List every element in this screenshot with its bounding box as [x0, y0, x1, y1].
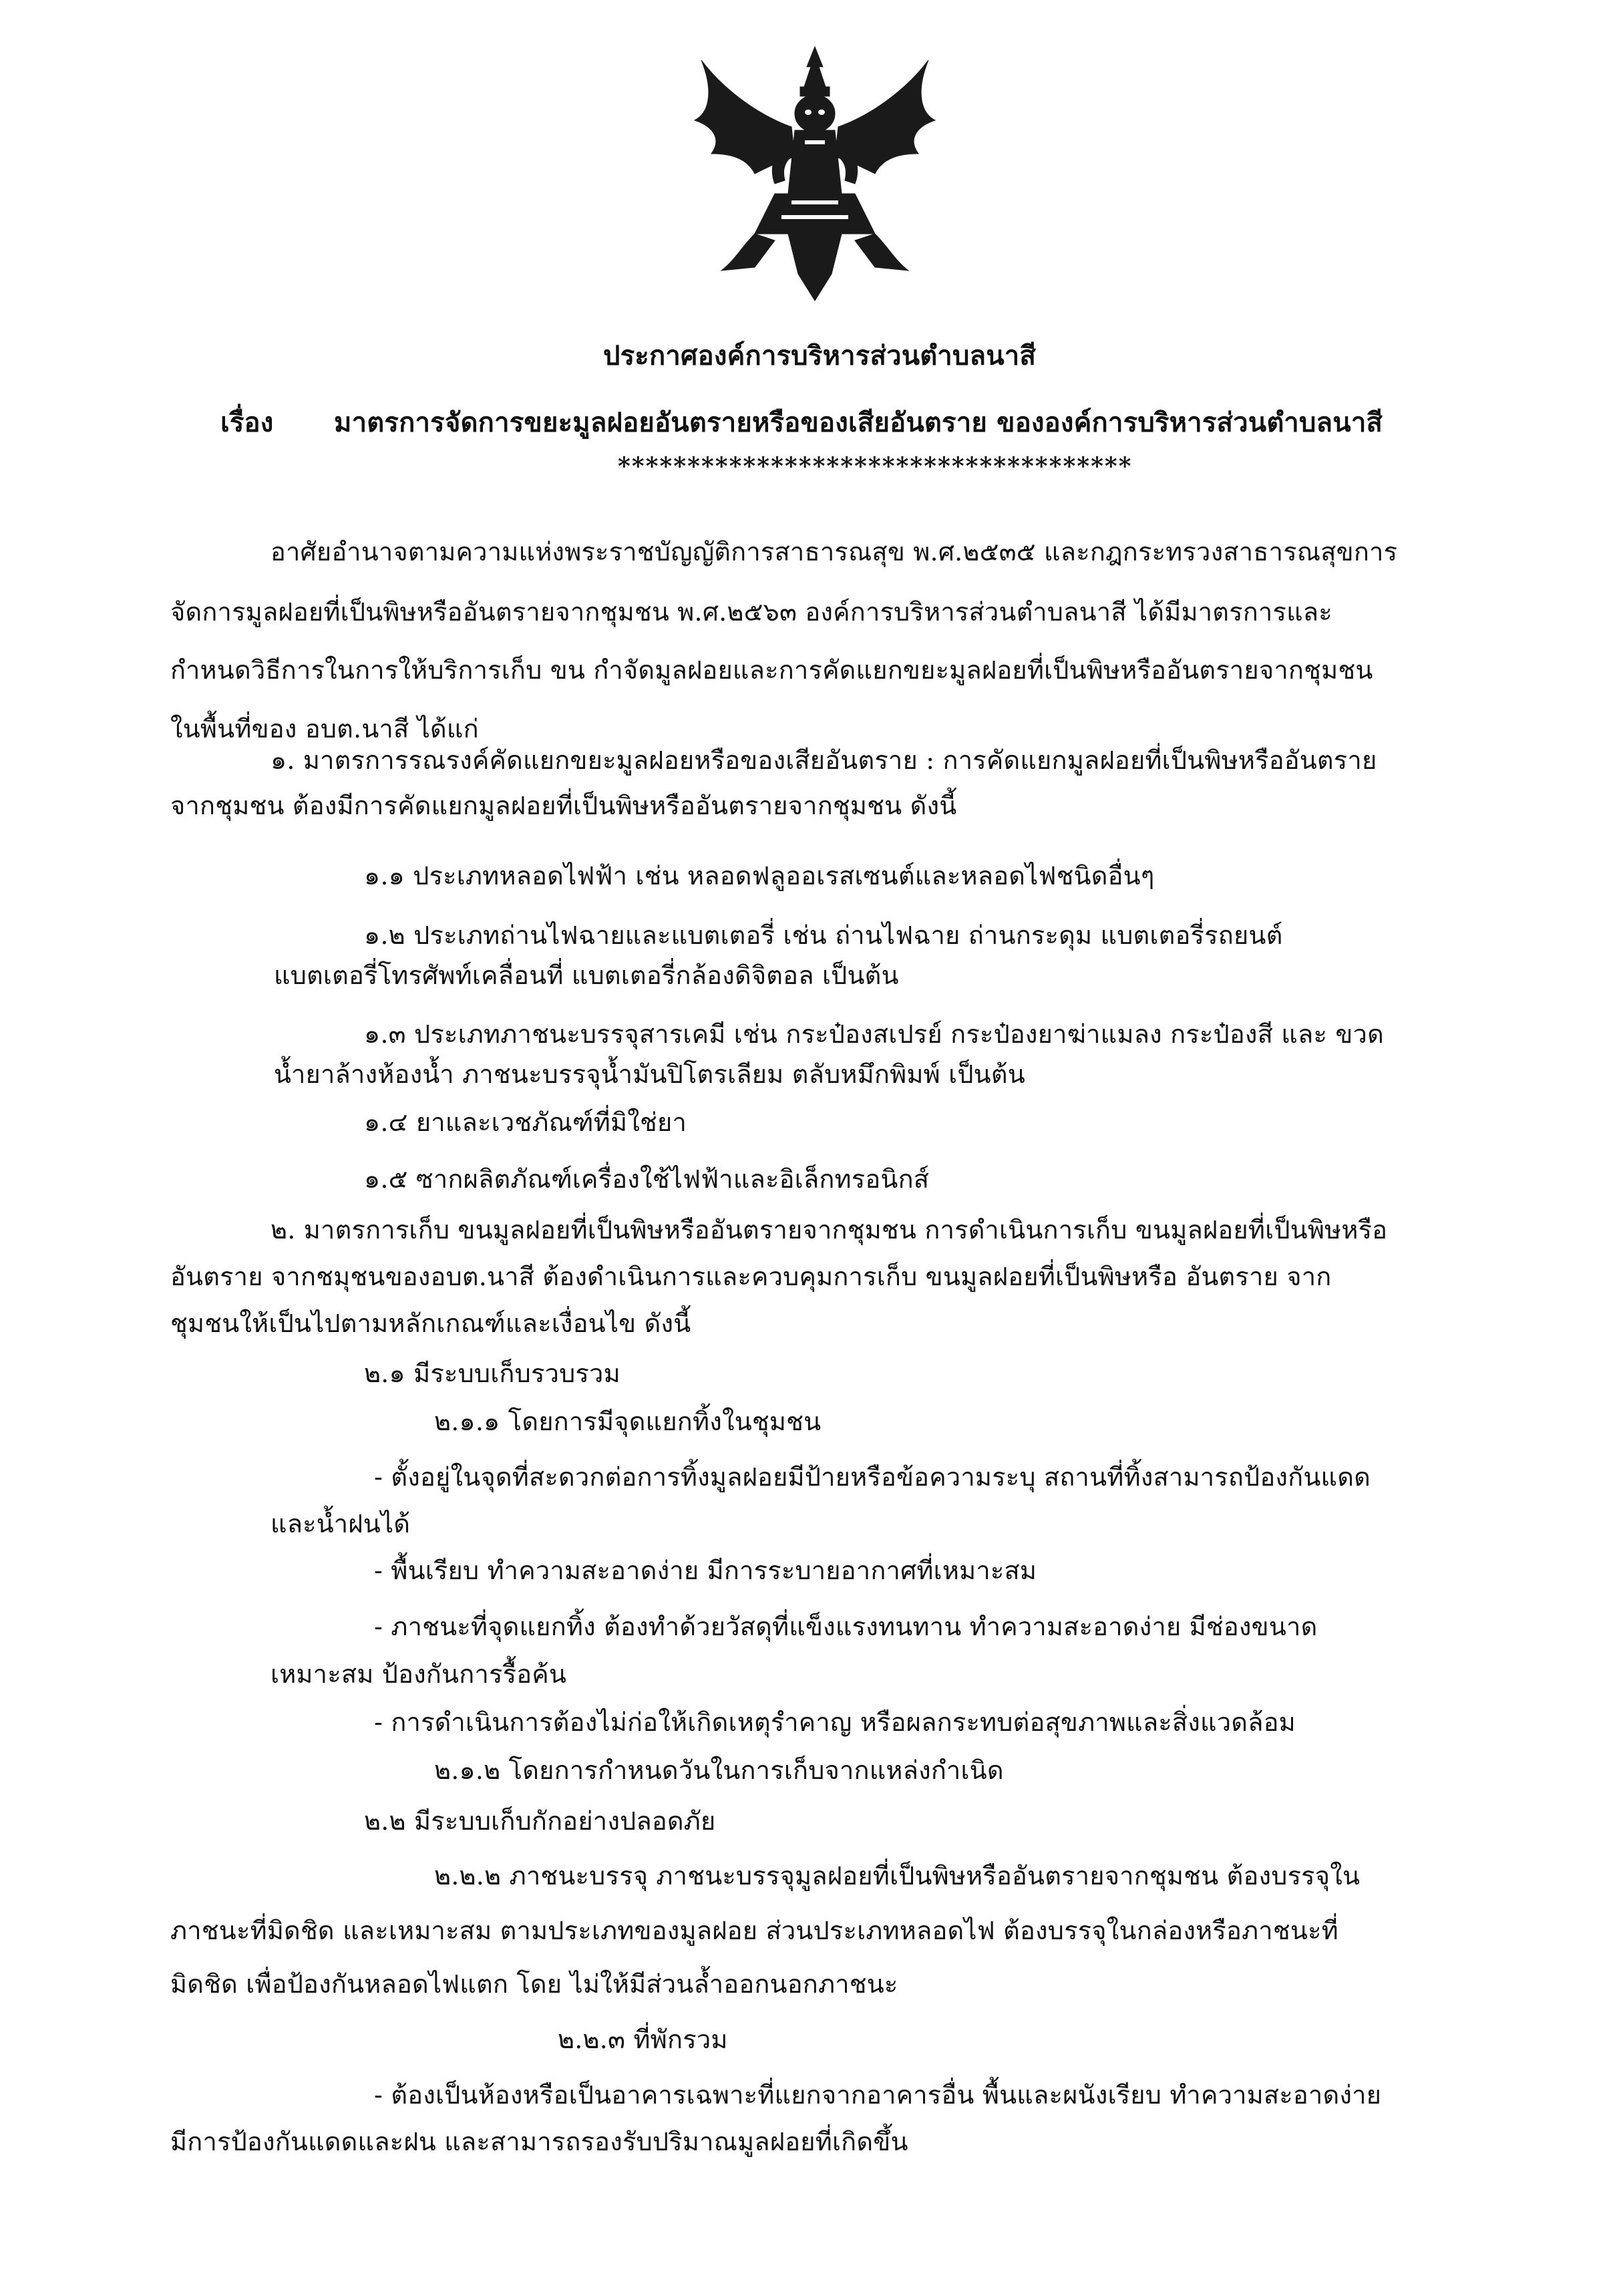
list-item: ๑.๕ ซากผลิตภัณฑ์เครื่องใช้ไฟฟ้าและอิเล็กทรอนิกส์: [364, 1164, 930, 1194]
bullet-item: - ต้องเป็นห้องหรือเป็นอาคารเฉพาะที่แยกจากอาคารอื่น พื้นและผนังเรียบ ทำความสะอาดง่าย: [374, 2080, 1382, 2110]
list-item-continued: น้ำยาล้างห้องน้ำ ภาชนะบรรจุน้ำมันปิโตรเลียม ตลับหมึกพิมพ์ เป็นต้น: [274, 1059, 1025, 1089]
list-item: ๑.๔ ยาและเวชภัณฑ์ที่มิใช่ยา: [364, 1108, 687, 1137]
bullet-item-continued: มีการป้องกันแดดและฝน และสามารถรองรับปริมาณมูลฝอยที่เกิดขึ้น: [170, 2127, 908, 2156]
bullet-item: - ตั้งอยู่ในจุดที่สะดวกต่อการทิ้งมูลฝอยมีป้ายหรือข้อความระบุ สถานที่ทิ้งสามารถป้องกันแดด: [374, 1462, 1371, 1492]
subsection-heading: ๒.๒.๓ ที่พักรวม: [558, 2025, 728, 2054]
section2-text: อันตราย จากชมุชนของอบต.นาสี ต้องดำเนินการและควบคุมการเก็บ ขนมูลฝอยที่เป็นพิษหรือ อันตราย จาก: [170, 1262, 1332, 1291]
intro-line: จัดการมูลฝอยที่เป็นพิษหรืออันตรายจากชุมชน พ.ศ.๒๕๖๓ องค์การบริหารส่วนตำบลนาสี ได้มีมาตรการและ: [170, 597, 1332, 627]
intro-line: อาศัยอำนาจตามความแห่งพระราชบัญญัติการสาธารณสุข พ.ศ.๒๕๓๕ และกฎกระทรวงสาธารณสุขการ: [271, 537, 1398, 566]
subsection-heading: ๒.๒.๒ ภาชนะบรรจุ ภาชนะบรรจุมูลฝอยที่เป็นพิษหรืออันตรายจากชุมชน ต้องบรรจุใน: [434, 1861, 1361, 1891]
subject-text: มาตรการจัดการขยะมูลฝอยอันตรายหรือของเสียอันตราย ขององค์การบริหารส่วนตำบลนาสี: [334, 407, 1383, 438]
intro-line: ในพื้นที่ของ อบต.นาสี ได้แก่: [170, 714, 479, 744]
section1-text: จากชุมชน ต้องมีการคัดแยกมูลฝอยที่เป็นพิษหรืออันตรายจากชุมชน ดังนี้: [170, 791, 957, 820]
page-title: ประกาศองค์การบริหารส่วนตำบลนาสี: [603, 340, 1037, 371]
bullet-item: - พื้นเรียบ ทำความสะอาดง่าย มีการระบายอากาศที่เหมาะสม: [374, 1556, 1037, 1585]
bullet-item: - ภาชนะที่จุดแยกทิ้ง ต้องทำด้วยวัสดุที่แข็งแรงทนทาน ทำความสะอาดง่าย มีช่องขนาด: [374, 1612, 1318, 1641]
subsection-heading: ๒.๒ มีระบบเก็บกักอย่างปลอดภัย: [364, 1806, 716, 1836]
separator-line: *************************************: [618, 452, 1133, 480]
bullet-item-continued: และน้ำฝนได้: [271, 1509, 411, 1538]
section1-heading: ๑. มาตรการรณรงค์คัดแยกขยะมูลฝอยหรือของเสียอันตราย : การคัดแยกมูลฝอยที่เป็นพิษหรืออันตราย: [271, 746, 1377, 775]
subsection-text: มิดชิด เพื่อป้องกันหลอดไฟแตก โดย ไม่ให้มีส่วนล้ำออกนอกภาชนะ: [170, 1969, 898, 1999]
intro-line: กำหนดวิธีการในการให้บริการเก็บ ขน กำจัดมูลฝอยและการคัดแยกขยะมูลฝอยที่เป็นพิษหรืออันตรายจากชุมชน: [170, 655, 1373, 685]
list-item: ๑.๑ ประเภทหลอดไฟฟ้า เช่น หลอดฟลูออเรสเซนต์และหลอดไฟชนิดอื่นๆ: [364, 861, 1155, 890]
bullet-item: - การดำเนินการต้องไม่ก่อให้เกิดเหตุรำคาญ หรือผลกระทบต่อสุขภาพและสิ่งแวดล้อม: [374, 1707, 1296, 1737]
list-item: ๑.๓ ประเภทภาชนะบรรจุสารเคมี เช่น กระป๋องสเปรย์ กระป๋องยาฆ่าแมลง กระป๋องสี และ ขวด: [364, 1019, 1384, 1049]
list-item-continued: แบตเตอรี่โทรศัพท์เคลื่อนที่ แบตเตอรี่กล้องดิจิตอล เป็นต้น: [274, 961, 899, 990]
subsection-text: ภาชนะที่มิดชิด และเหมาะสม ตามประเภทของมูลฝอย ส่วนประเภทหลอดไฟ ต้องบรรจุในกล่องหรือภาชนะที่: [170, 1916, 1338, 1945]
garuda-emblem-icon: [675, 40, 955, 307]
subject-label: เรื่อง: [220, 407, 274, 438]
list-item: ๑.๒ ประเภทถ่านไฟฉายและแบตเตอรี่ เช่น ถ่านไฟฉาย ถ่านกระดุม แบตเตอรี่รถยนต์: [364, 921, 1283, 950]
subsection-heading: ๒.๑ มีระบบเก็บรวบรวม: [364, 1359, 620, 1388]
subsection-heading: ๒.๑.๒ โดยการกำหนดวันในการเก็บจากแหล่งกำเนิด: [434, 1756, 1004, 1785]
bullet-item-continued: เหมาะสม ป้องกันการรื้อค้น: [271, 1659, 567, 1689]
section2-text: ชุมชนให้เป็นไปตามหลักเกณฑ์และเงื่อนไข ดังนี้: [170, 1309, 691, 1338]
subsection-heading: ๒.๑.๑ โดยการมีจุดแยกทิ้งในชุมชน: [434, 1407, 822, 1436]
section2-heading: ๒. มาตรการเก็บ ขนมูลฝอยที่เป็นพิษหรืออันตรายจากชุมชน การดำเนินการเก็บ ขนมูลฝอยที่เป็นพิษหรือ: [271, 1215, 1388, 1245]
